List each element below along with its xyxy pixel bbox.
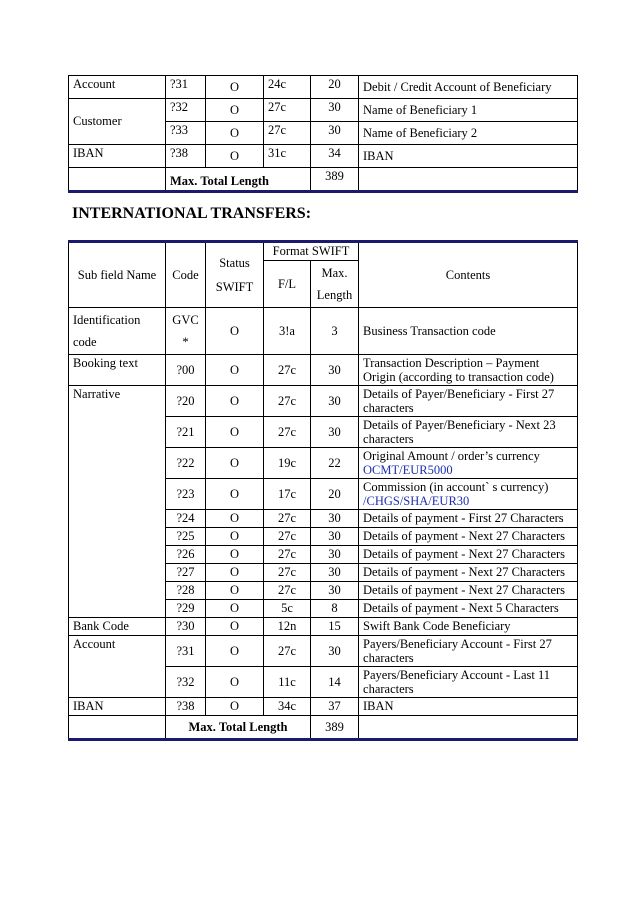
format: 27c <box>264 355 311 386</box>
format: 12n <box>264 618 311 636</box>
section-heading: INTERNATIONAL TRANSFERS: <box>72 205 312 222</box>
total-row <box>69 168 578 192</box>
status: O <box>206 99 264 122</box>
top-fields-table <box>68 75 578 193</box>
contents: Details of payment - Next 27 Characters <box>359 582 578 600</box>
total-label: Max. Total Length <box>166 168 311 192</box>
status: O <box>206 564 264 582</box>
sub-field-name: IBAN <box>69 145 166 168</box>
code: GVC * <box>166 308 206 355</box>
sub-field-name: Identification code <box>69 308 166 355</box>
header-status-line1: Status <box>219 256 250 270</box>
contents: Business Transaction code <box>359 308 578 355</box>
header-code: Code <box>166 242 206 308</box>
contents: Details of Payer/Beneficiary - First 27 characters <box>359 386 578 417</box>
code: ?32 <box>166 99 206 122</box>
header-contents: Contents <box>359 242 578 308</box>
status: O <box>206 479 264 510</box>
table-row <box>69 698 578 716</box>
format: 27c <box>264 636 311 667</box>
code: ?29 <box>166 600 206 618</box>
international-transfers-table <box>68 240 578 741</box>
format: 27c <box>264 122 311 145</box>
status: O <box>206 618 264 636</box>
total-row <box>69 716 578 740</box>
format: 19c <box>264 448 311 479</box>
code: ?38 <box>166 145 206 168</box>
code: ?30 <box>166 618 206 636</box>
format: 24c <box>264 76 311 99</box>
header-fl: F/L <box>264 261 311 308</box>
sub-field-name: Bank Code <box>69 618 166 636</box>
max-length: 30 <box>311 386 359 417</box>
code: ?22 <box>166 448 206 479</box>
format: 27c <box>264 546 311 564</box>
code: ?31 <box>166 636 206 667</box>
code: ?26 <box>166 546 206 564</box>
table-row <box>69 618 578 636</box>
code: ?00 <box>166 355 206 386</box>
max-length: 14 <box>311 667 359 698</box>
max-length: 15 <box>311 618 359 636</box>
status: O <box>206 582 264 600</box>
sub-field-name: IBAN <box>69 698 166 716</box>
status: O <box>206 636 264 667</box>
format: 5c <box>264 600 311 618</box>
table-row <box>69 76 578 99</box>
max-length: 22 <box>311 448 359 479</box>
contents: Transaction Description – Payment Origin (according to transaction code) <box>359 355 578 386</box>
max-length: 8 <box>311 600 359 618</box>
contents: Details of payment - First 27 Characters <box>359 510 578 528</box>
status: O <box>206 448 264 479</box>
header-status <box>206 242 264 308</box>
contents: Name of Beneficiary 2 <box>359 122 578 145</box>
code: ?33 <box>166 122 206 145</box>
sub-field-name: Customer <box>69 99 166 145</box>
format: 27c <box>264 528 311 546</box>
max-length: 30 <box>311 582 359 600</box>
contents: Payers/Beneficiary Account - Last 11 characters <box>359 667 578 698</box>
max-length: 30 <box>311 355 359 386</box>
table-row <box>69 355 578 386</box>
format: 27c <box>264 510 311 528</box>
code: ?23 <box>166 479 206 510</box>
status: O <box>206 417 264 448</box>
contents: Swift Bank Code Beneficiary <box>359 618 578 636</box>
table-row <box>69 145 578 168</box>
status: O <box>206 667 264 698</box>
contents: IBAN <box>359 698 578 716</box>
header-max-length: Max. Length <box>311 261 359 308</box>
max-length: 30 <box>311 122 359 145</box>
format: 27c <box>264 386 311 417</box>
sub-field-name: Booking text <box>69 355 166 386</box>
total-value: 389 <box>311 168 359 192</box>
total-label: Max. Total Length <box>166 716 311 740</box>
max-length: 20 <box>311 479 359 510</box>
table-row <box>69 636 578 667</box>
sub-field-name: Account <box>69 76 166 99</box>
status: O <box>206 145 264 168</box>
format: 27c <box>264 582 311 600</box>
max-length: 3 <box>311 308 359 355</box>
commission-code: /CHGS/SHA/EUR30 <box>363 494 470 508</box>
status: O <box>206 600 264 618</box>
max-length: 30 <box>311 417 359 448</box>
max-length: 20 <box>311 76 359 99</box>
currency-code: OCMT/EUR5000 <box>363 463 453 477</box>
code: ?32 <box>166 667 206 698</box>
max-length: 30 <box>311 636 359 667</box>
contents: Details of payment - Next 27 Characters <box>359 564 578 582</box>
code: ?24 <box>166 510 206 528</box>
contents: Details of payment - Next 5 Characters <box>359 600 578 618</box>
code: ?31 <box>166 76 206 99</box>
sub-field-name: Narrative <box>69 386 166 618</box>
contents: Original Amount / order’s currency OCMT/EUR5000 <box>359 448 578 479</box>
format: 11c <box>264 667 311 698</box>
max-length: 30 <box>311 564 359 582</box>
code: ?25 <box>166 528 206 546</box>
total-value: 389 <box>311 716 359 740</box>
status: O <box>206 546 264 564</box>
header-row <box>69 242 578 261</box>
contents: Details of Payer/Beneficiary - Next 23 characters <box>359 417 578 448</box>
max-length: 30 <box>311 510 359 528</box>
status: O <box>206 308 264 355</box>
format: 27c <box>264 99 311 122</box>
status: O <box>206 698 264 716</box>
contents: IBAN <box>359 145 578 168</box>
header-status-line2: SWIFT <box>215 280 254 294</box>
max-length: 30 <box>311 546 359 564</box>
max-length: 30 <box>311 99 359 122</box>
status: O <box>206 355 264 386</box>
code: ?27 <box>166 564 206 582</box>
code: ?21 <box>166 417 206 448</box>
format: 27c <box>264 564 311 582</box>
status: O <box>206 386 264 417</box>
sub-field-name: Account <box>69 636 166 698</box>
status: O <box>206 528 264 546</box>
format: 34c <box>264 698 311 716</box>
status: O <box>206 122 264 145</box>
contents: Commission (in account` s currency) /CHGS/SHA/EUR30 <box>359 479 578 510</box>
header-format-swift: Format SWIFT <box>264 242 359 261</box>
format: 17c <box>264 479 311 510</box>
table-row <box>69 386 578 417</box>
code: ?20 <box>166 386 206 417</box>
status: O <box>206 510 264 528</box>
status: O <box>206 76 264 99</box>
max-length: 34 <box>311 145 359 168</box>
code: ?38 <box>166 698 206 716</box>
header-sub-field-name: Sub field Name <box>69 242 166 308</box>
contents: Details of payment - Next 27 Characters <box>359 528 578 546</box>
max-length: 30 <box>311 528 359 546</box>
max-length: 37 <box>311 698 359 716</box>
contents: Debit / Credit Account of Beneficiary <box>359 76 578 99</box>
table-row <box>69 99 578 122</box>
contents: Details of payment - Next 27 Characters <box>359 546 578 564</box>
format: 27c <box>264 417 311 448</box>
contents: Name of Beneficiary 1 <box>359 99 578 122</box>
contents: Payers/Beneficiary Account - First 27 characters <box>359 636 578 667</box>
format: 3!a <box>264 308 311 355</box>
table-row <box>69 308 578 355</box>
format: 31c <box>264 145 311 168</box>
code: ?28 <box>166 582 206 600</box>
